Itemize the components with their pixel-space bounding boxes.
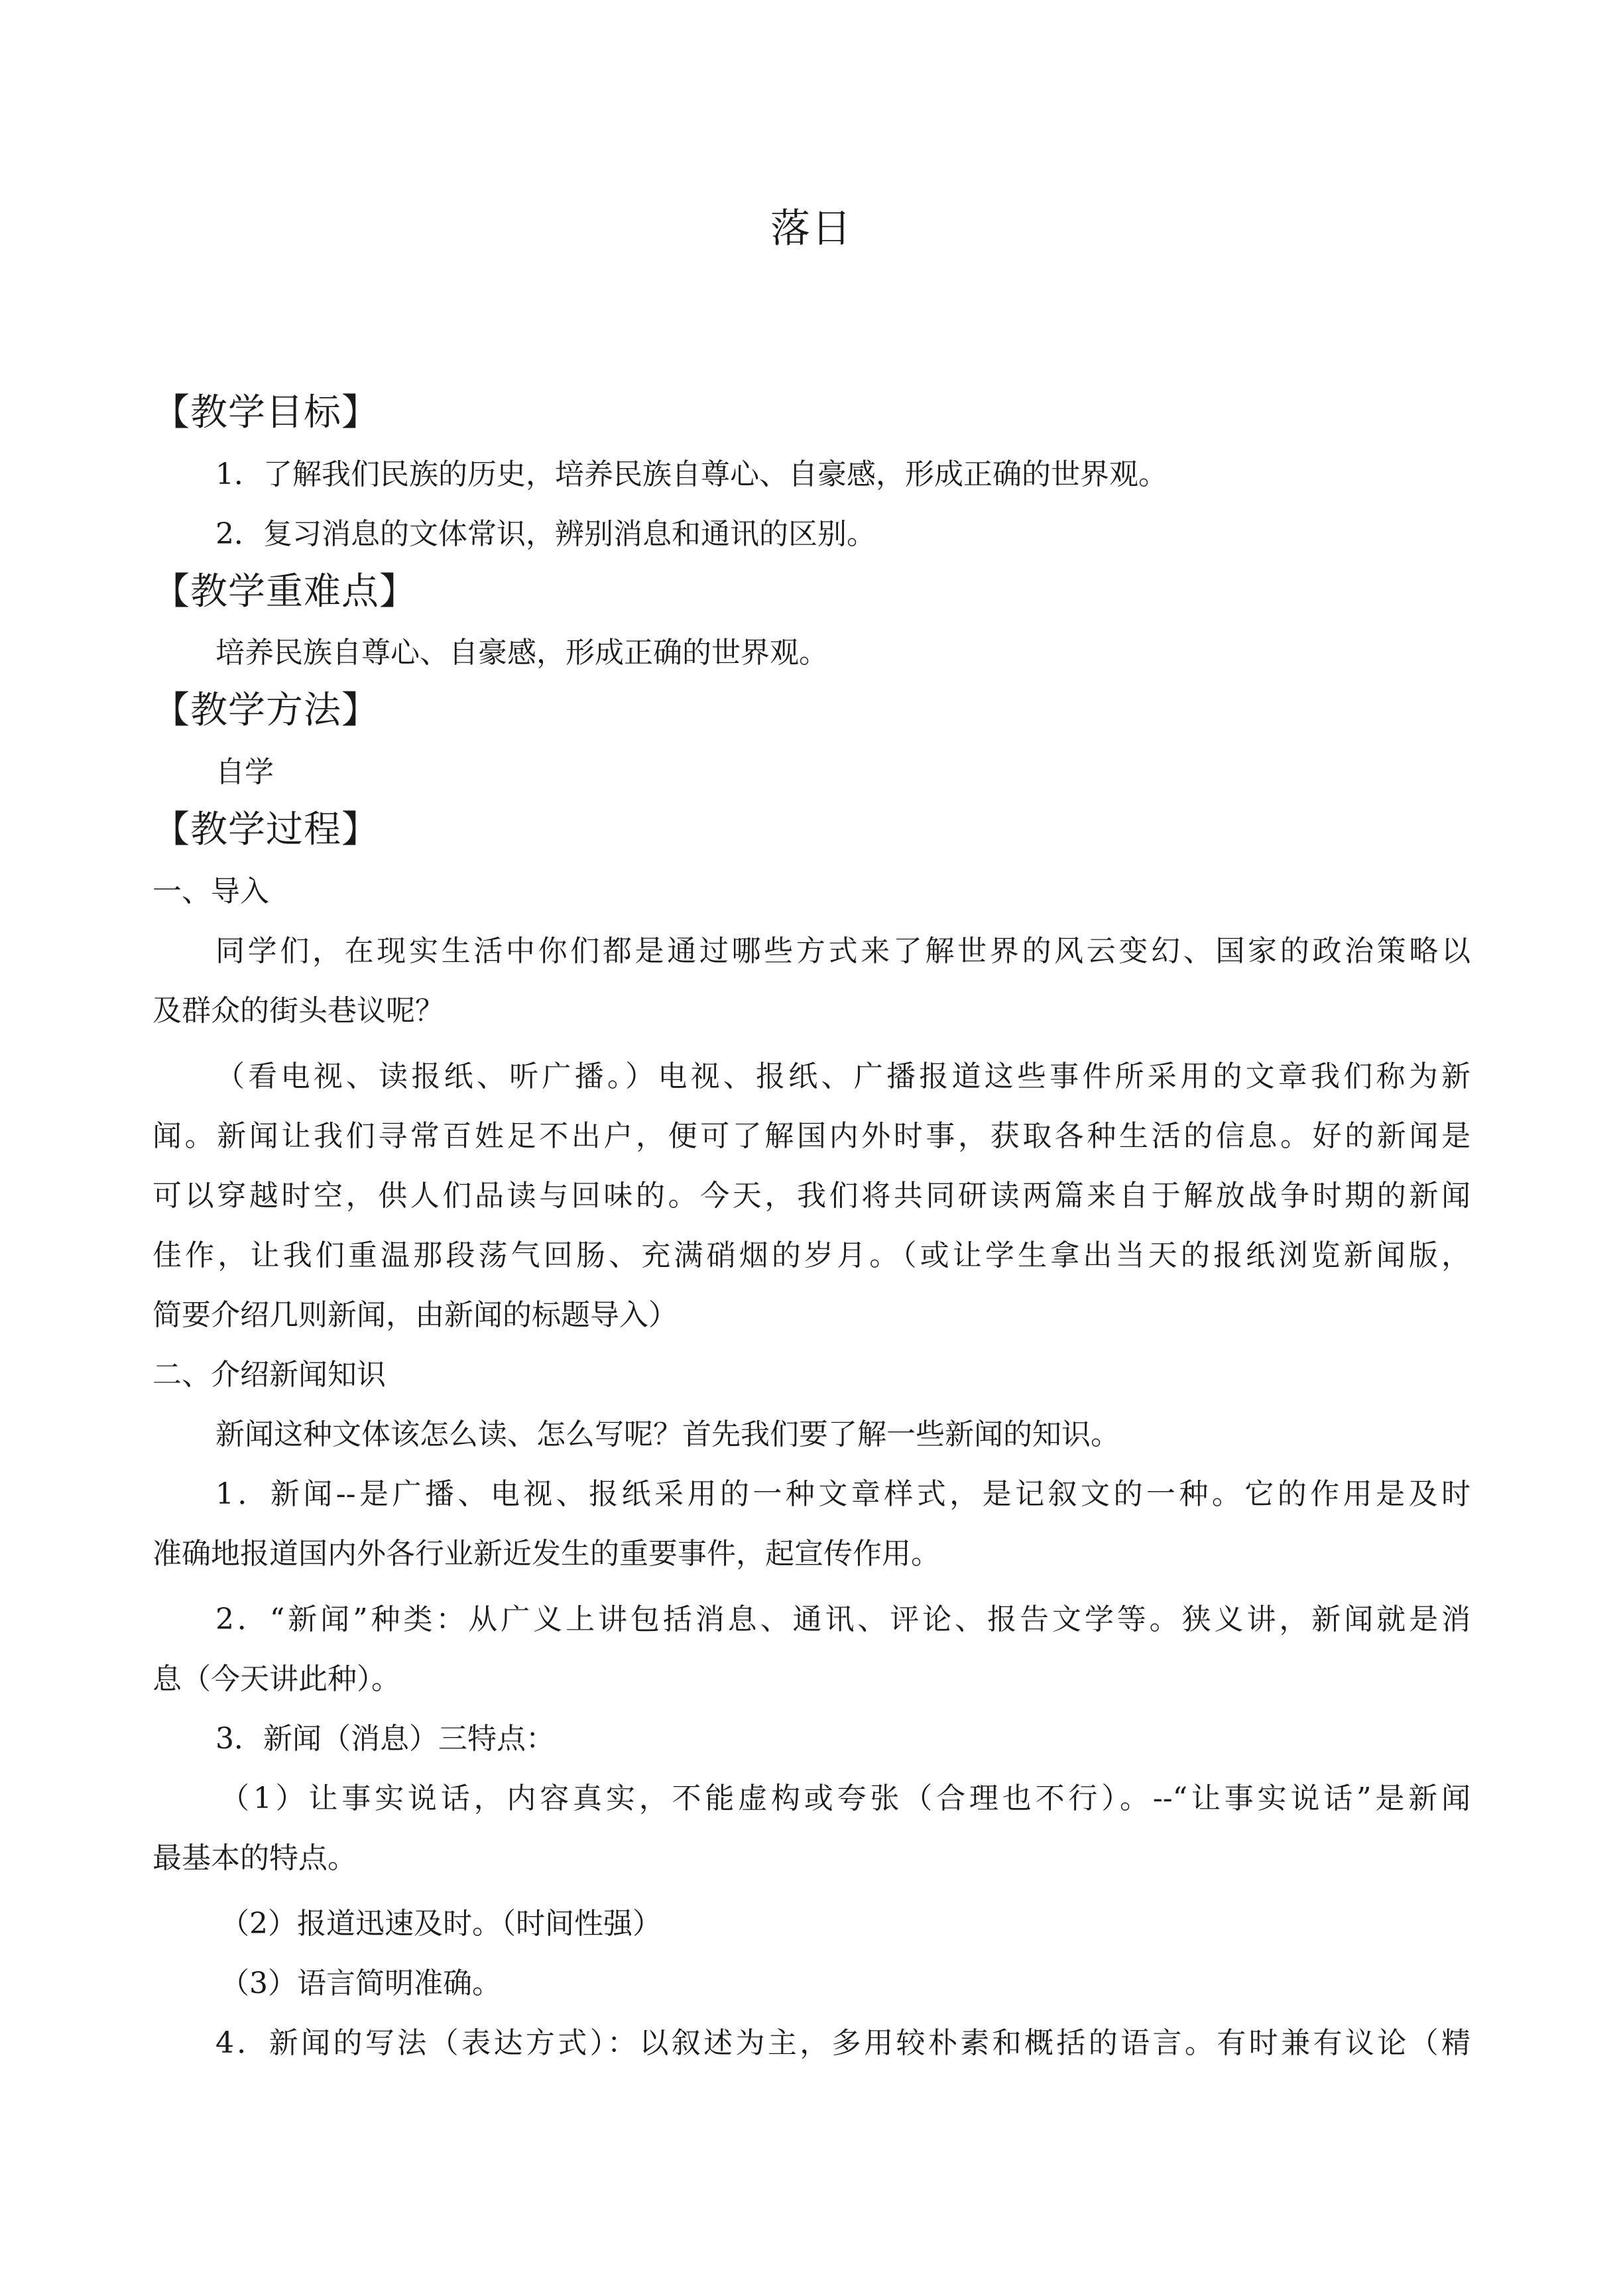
section-heading-key-points: 【教学重难点】 <box>152 570 417 613</box>
intro-para2-line2: 闻。新闻让我们寻常百姓足不出户，便可了解国内外时事，获取各种生活的信息。好的新闻是 <box>152 1119 1471 1153</box>
method-text: 自学 <box>215 755 274 789</box>
news-item4-line1: 4．新闻的写法（表达方式）：以叙述为主，多用较朴素和概括的语言。有时兼有议论（精 <box>215 2026 1471 2060</box>
intro-para2-line5: 简要介绍几则新闻，由新闻的标题导入） <box>152 1298 678 1332</box>
section-heading-method: 【教学方法】 <box>152 689 379 732</box>
news-item2-line1: 2．“新闻”种类：从广义上讲包括消息、通讯、评论、报告文学等。狭义讲，新闻就是消 <box>215 1602 1471 1636</box>
news-item1-line1: 1．新闻--是广播、电视、报纸采用的一种文章样式，是记叙文的一种。它的作用是及时 <box>215 1477 1471 1511</box>
news-feature3: （3）语言简明准确。 <box>220 1966 501 2000</box>
news-feature1-line1: （1）让事实说话，内容真实，不能虚构或夸张（合理也不行）。--“让事实说话”是新闻 <box>220 1782 1471 1815</box>
intro-para2-line3: 可以穿越时空，供人们品读与回味的。今天，我们将共同研读两篇来自于解放战争时期的新闻 <box>152 1179 1471 1213</box>
news-feature1-line2: 最基本的特点。 <box>152 1841 357 1875</box>
process-part1-heading: 一、导入 <box>152 875 269 908</box>
section-heading-goals: 【教学目标】 <box>152 391 379 434</box>
news-item3: 3．新闻（消息）三特点： <box>215 1722 555 1756</box>
intro-para2-line4: 佳作，让我们重温那段荡气回肠、充满硝烟的岁月。（或让学生拿出当天的报纸浏览新闻版， <box>152 1239 1471 1272</box>
intro-para1-line1: 同学们，在现实生活中你们都是通过哪些方式来了解世界的风云变幻、国家的政治策略以 <box>215 934 1471 968</box>
process-part2-heading: 二、介绍新闻知识 <box>152 1358 386 1392</box>
goal-item-1: 1．了解我们民族的历史，培养民族自尊心、自豪感，形成正确的世界观。 <box>215 457 1168 491</box>
page-title: 落日 <box>770 206 853 252</box>
news-feature2: （2）报道迅速及时。（时间性强） <box>220 1907 662 1941</box>
intro-para2-line1: （看电视、读报纸、听广播。）电视、报纸、广播报道这些事件所采用的文章我们称为新 <box>215 1059 1471 1093</box>
intro-para1-line2: 及群众的街头巷议呢？ <box>152 994 444 1028</box>
goal-item-2: 2．复习消息的文体常识，辨别消息和通讯的区别。 <box>215 517 876 551</box>
news-item2-line2: 息（今天讲此种）。 <box>152 1662 400 1696</box>
key-points-text: 培养民族自尊心、自豪感，形成正确的世界观。 <box>215 636 828 670</box>
news-item1-line2: 准确地报道国内外各行业新近发生的重要事件，起宣传作用。 <box>152 1537 940 1571</box>
news-intro: 新闻这种文体该怎么读、怎么写呢？首先我们要了解一些新闻的知识。 <box>215 1418 1120 1451</box>
section-heading-process: 【教学过程】 <box>152 808 379 851</box>
